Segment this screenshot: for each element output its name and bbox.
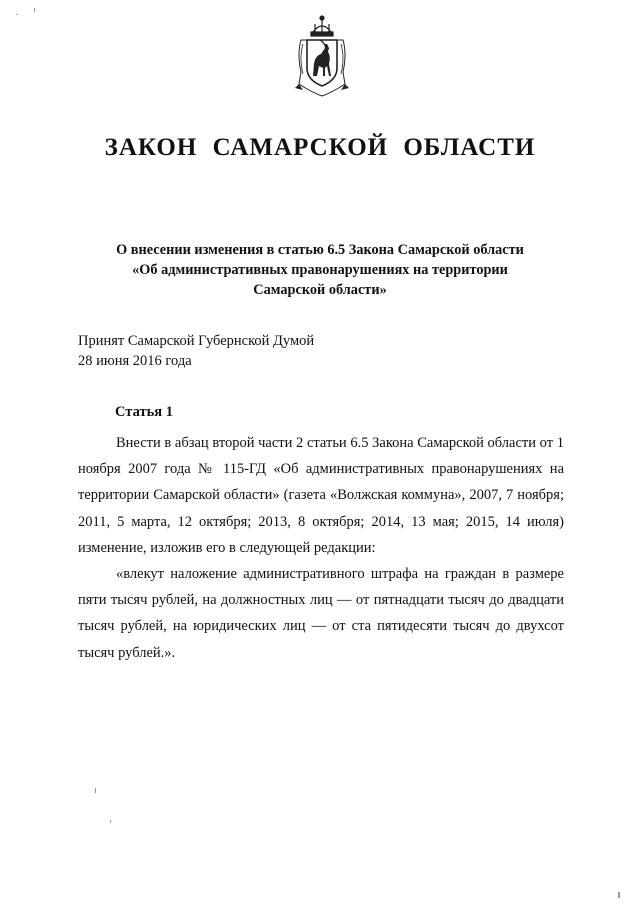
adoption-block <box>78 331 314 371</box>
subject-line: О внесении изменения в статью 6.5 Закона Самарской области <box>116 242 524 258</box>
scan-mark <box>110 820 111 823</box>
scan-mark <box>618 892 620 898</box>
subject-line: «Об административных правонарушениях на территории <box>132 262 508 278</box>
article-paragraph: Внести в абзац второй части 2 статьи 6.5 Закона Самарской области от 1 ноября 2007 года № 115-ГД «Об административных правонарушениях на территории Самарской области» (газета «Волжская коммуна», 2007, 7 ноября; 2011, 5 марта, 12 октября; 2013, 8 октября; 2014, 13 мая; 2015, 14 июля) изменение, изложив его в следующей редакции: <box>78 435 564 556</box>
scan-mark <box>95 788 96 793</box>
subject-line: Самарской области» <box>253 282 387 298</box>
adoption-date: 28 июня 2016 года <box>78 353 192 369</box>
law-title: ЗАКОН САМАРСКОЙ ОБЛАСТИ <box>104 134 536 161</box>
law-subject <box>60 240 580 300</box>
adoption-body: Принят Самарской Губернской Думой <box>78 333 315 349</box>
scan-mark <box>34 8 35 12</box>
article-quote-paragraph: «влекут наложение административного штрафа на граждан в размере пяти тысяч рублей, на должностных лиц — от пятнадцати тысяч до двадцати тысяч рублей, на юридических лиц — от ста пятидесяти тысяч до двухсот тысяч рублей.». <box>78 566 564 661</box>
article-body <box>78 430 564 666</box>
coat-of-arms-icon <box>291 14 353 98</box>
article-heading: Статья 1 <box>115 404 173 420</box>
scan-mark <box>16 14 18 15</box>
